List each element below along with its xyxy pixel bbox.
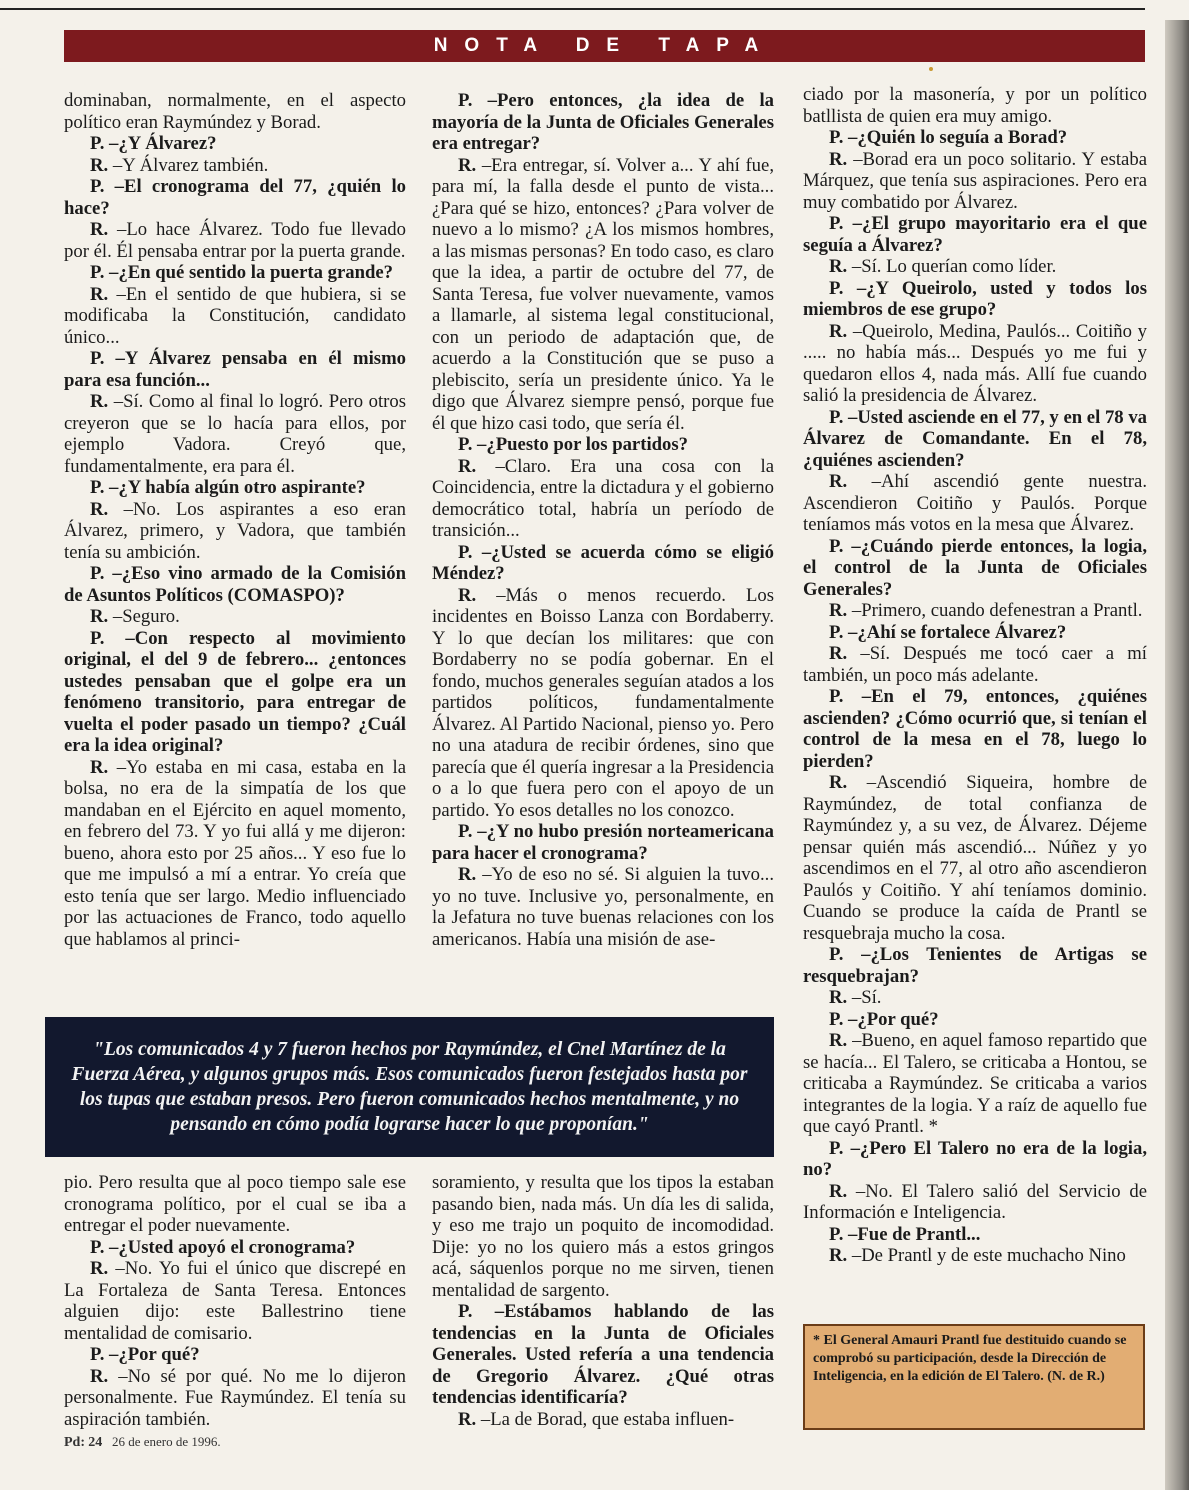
answer-text: –Lo hace Álvarez. Todo fue llevado por él. Él pensaba entrar por la puerta grande. [64, 219, 406, 262]
question-paragraph: P. –Estábamos hablando de las tendencias en la Junta de Oficiales Generales. Usted refería a una tendencia de Gregorio Álvarez. ¿Qué otras tendencias identificaría? [432, 1301, 774, 1408]
ornament-dot [929, 67, 933, 71]
speaker-label: R. [458, 864, 477, 885]
answer-text: –De Prantl y de este muchacho Nino [847, 1245, 1126, 1266]
answer-text: –Queirolo, Medina, Paulós... Coitiño y ..... no había más... Después yo me fui y quedaron ellos 4, nada más. Allí fue cuando salió la presidencia de Álvarez. [803, 320, 1147, 406]
question-paragraph: P. –Con respecto al movimiento original, el del 9 de febrero... ¿entonces ustedes pensaban que el golpe era un fenómeno transitorio, para entregar de vuelta el poder pasado un tiempo? ¿Cuál era la idea original? [64, 627, 406, 756]
answer-paragraph [803, 149, 1147, 214]
question-paragraph: P. –¿Por qué? [829, 1008, 939, 1030]
answer-paragraph [432, 1409, 774, 1431]
question-paragraph: P. –¿Y no hubo presión norteamericana para hacer el cronograma? [432, 821, 774, 864]
continued-paragraph: dominaban, normalmente, en el aspecto político eran Raymúndez y Borad. [64, 90, 406, 133]
answer-text: –Seguro. [108, 606, 180, 627]
speaker-label: R. [90, 498, 109, 520]
answer-paragraph [432, 864, 774, 950]
answer-paragraph [64, 1258, 406, 1344]
article-column-5 [432, 1172, 774, 1430]
question-paragraph: P. –¿Pero El Talero no era de la logia, no? [803, 1137, 1147, 1180]
answer-paragraph [64, 155, 406, 177]
speaker-label: R. [90, 283, 109, 305]
page-number: 24 [88, 1435, 103, 1450]
answer-paragraph [432, 155, 774, 435]
answer-text: –Claro. Era una cosa con la Coincidencia, entre la dictadura y el gobierno democrático total, habría un período de transición... [432, 455, 774, 541]
answer-paragraph [803, 256, 1147, 278]
answer-paragraph [64, 391, 406, 477]
speaker-label: R. [458, 1408, 477, 1430]
answer-paragraph [64, 219, 406, 262]
speaker-label: R. [458, 584, 477, 606]
speaker-label: R. [829, 471, 848, 492]
answer-text: –Más o menos recuerdo. Los incidentes en Boisso Lanza con Bordaberry. Y lo que decían los militares: que con Bordaberry no se podía gobernar. En el fondo, muchos generales seguían atados a los partidos políticos, fundamentalmente Álvarez. Al Partido Nacional, pienso yo. Pero no una atadura de recibir órdenes, sino que parecía que él quería ingresar a la Presidencia o a lo que fuera pero con el apoyo de un partido. Yo esos detalles no los conozco. [432, 584, 775, 821]
speaker-label: R. [829, 256, 848, 277]
answer-text: –Y Álvarez también. [108, 154, 269, 176]
answer-paragraph [803, 1245, 1147, 1267]
speaker-label: R. [90, 154, 109, 176]
question-paragraph: P. –¿Y Álvarez? [90, 133, 217, 154]
question-paragraph: P. –Usted asciende en el 77, y en el 78 va Álvarez de Comandante. En el 78, ¿quiénes ascienden? [803, 406, 1148, 471]
answer-paragraph [803, 1030, 1147, 1138]
answer-text: –Ahí ascendió gente nuestra. Ascendieron Coitiño y Paulós. Porque teníamos más votos en la mesa que Álvarez. [803, 471, 1147, 535]
answer-paragraph [64, 499, 406, 564]
question-paragraph: P. –¿Los Tenientes de Artigas se resquebrajan? [803, 944, 1147, 987]
answer-text: –No. Yo fui el único que discrepé en La Fortaleza de Santa Teresa. Entonces alguien dijo: este Ballestrino tiene mentalidad de comisario. [64, 1258, 406, 1344]
footnote-text: * El General Amauri Prantl fue destituido cuando se comprobó su participación, desde la Dirección de Inteligencia, en la edición de El Talero. (N. de R.) [813, 1333, 1127, 1384]
continued-paragraph: pio. Pero resulta que al poco tiempo sale ese cronograma político, por el cual se iba a entregar el poder nuevamente. [64, 1172, 406, 1236]
speaker-label: R. [829, 987, 848, 1008]
answer-paragraph [803, 471, 1147, 536]
answer-text: –Borad era un poco solitario. Y estaba Márquez, que tenía sus aspiraciones. Pero era muy combatido por Álvarez. [803, 148, 1147, 213]
answer-paragraph [64, 606, 406, 628]
answer-text: –No. Los aspirantes a eso eran Álvarez, primero, y Vadora, que también tenía su ambición. [64, 498, 406, 563]
editor-footnote [803, 1324, 1145, 1430]
article-column-2 [432, 90, 774, 950]
answer-paragraph [64, 757, 406, 951]
speaker-label: R. [829, 600, 848, 621]
speaker-label: R. [829, 1245, 848, 1266]
answer-text: –No. El Talero salió del Servicio de Información e Inteligencia. [803, 1180, 1147, 1223]
answer-paragraph [803, 600, 1147, 622]
answer-text: –En el sentido de que hubiera, si se modificaba la Constitución, candidato único... [64, 283, 406, 348]
question-paragraph: P. –¿Y había algún otro aspirante? [90, 477, 366, 498]
issue-date: 26 de enero de 1996. [112, 1434, 221, 1449]
question-paragraph: P. –Fue de Prantl... [829, 1223, 981, 1245]
speaker-label: R. [458, 154, 477, 176]
answer-paragraph [803, 1181, 1147, 1224]
speaker-label: R. [829, 772, 848, 793]
answer-text: –Bueno, en aquel famoso repartido que se hacía... El Talero, se criticaba a Hontou, se criticaba a Raymúndez. Se criticaba a varios integrantes de la logia. Y a raíz de aquello fue que cayó Prantl. * [803, 1030, 1147, 1137]
answer-text: –Yo de eso no sé. Si alguien la tuvo... yo no tuve. Inclusive yo, personalmente, en la Jefatura no tuve buenas relaciones con los americanos. Había una misión de ase- [432, 864, 774, 950]
answer-text: –No sé por qué. No me lo dijeron personalmente. Fue Raymúndez. El tenía su aspiración también. [64, 1365, 406, 1430]
pull-quote-text: "Los comunicados 4 y 7 fueron hechos por Raymúndez, el Cnel Martínez de la Fuerza Aérea, y algunos grupos más. Esos comunicados fueron festejados hasta por los tupas que estaban presos. Pero fueron comunicados hechos mentalmente, y no pensando en cómo podía lograrse hacer lo que proponían." [71, 1039, 748, 1135]
pull-quote [45, 1017, 774, 1157]
article-column-1 [64, 90, 406, 950]
article-column-4 [64, 1172, 406, 1430]
section-banner: NOTA DE TAPA [64, 30, 1145, 62]
question-paragraph: P. –¿Y Queirolo, usted y todos los miembros de ese grupo? [803, 277, 1147, 320]
answer-paragraph [803, 321, 1147, 407]
answer-paragraph [803, 643, 1147, 686]
question-paragraph: P. –¿En qué sentido la puerta grande? [90, 262, 394, 283]
speaker-label: R. [829, 643, 848, 664]
question-paragraph: P. –¿Ahí se fortalece Álvarez? [829, 621, 1067, 643]
answer-paragraph [64, 1366, 406, 1431]
speaker-label: R. [90, 219, 109, 240]
question-paragraph: P. –¿Usted se acuerda cómo se eligió Méndez? [432, 541, 774, 584]
page-binding-shadow [1165, 20, 1189, 1490]
question-paragraph: P. –¿Usted apoyó el cronograma? [90, 1236, 356, 1258]
speaker-label: R. [90, 1365, 109, 1387]
answer-text: –Sí. [847, 987, 882, 1008]
speaker-label: R. [90, 606, 109, 627]
answer-paragraph [64, 284, 406, 349]
continued-paragraph: soramiento, y resulta que los tipos la estaban pasando bien, nada más. Un día les di salida, y eso me trajo un poquito de incomodidad. Dije: yo no los quiero más a estos gringos acá, sáquenlos porque no me sirven, tienen mentalidad de sargento. [432, 1172, 774, 1301]
question-paragraph: P. –¿Quién lo seguía a Borad? [829, 127, 1068, 148]
answer-text: –Sí. Como al final lo logró. Pero otros creyeron que se lo hacía para ellos, por ejemplo Vadora. Creyó que, fundamentalmente, era para él. [64, 391, 406, 477]
speaker-label: R. [90, 1258, 109, 1279]
answer-paragraph [803, 987, 1147, 1009]
answer-text: –Yo estaba en mi casa, estaba en la bolsa, no era de la simpatía de los que mandaban en el Ejército en aquel momento, en febrero del 73. Y yo fui allá y me dijeron: bueno, ahora esto por 25 años... Y eso fue lo que me impulsó a mí a entrar. Yo creía que esto tenía que ser largo. Medio influenciado por las actuaciones de Franco, todo aquello que hablamos al princi- [64, 756, 406, 950]
answer-text: –Sí. Después me tocó caer a mí también, un poco más adelante. [803, 643, 1147, 686]
speaker-label: R. [829, 1030, 848, 1051]
top-rule [0, 8, 1145, 10]
question-paragraph: P. –En el 79, entonces, ¿quiénes ascienden? ¿Cómo ocurrió que, si tenían el control de la mesa en el 78, luego lo pierden? [803, 686, 1147, 772]
question-paragraph: P. –El cronograma del 77, ¿quién lo hace? [64, 176, 406, 219]
article-column-3 [803, 84, 1147, 1267]
answer-text: –Primero, cuando defenestran a Prantl. [847, 600, 1143, 621]
question-paragraph: P. –Y Álvarez pensaba en él mismo para esa función... [64, 348, 406, 391]
answer-paragraph [432, 456, 774, 542]
answer-paragraph [432, 585, 774, 822]
answer-text: –La de Borad, que estaba influen- [476, 1408, 735, 1430]
speaker-label: R. [829, 320, 848, 342]
question-paragraph: P. –¿El grupo mayoritario era el que seguía a Álvarez? [803, 213, 1147, 256]
speaker-label: R. [829, 1180, 848, 1202]
answer-paragraph [803, 772, 1147, 944]
answer-text: –Era entregar, sí. Volver a... Y ahí fue, para mí, la falla desde el punto de vista... ¿Para qué se hizo, entonces? ¿Para volver de nuevo a lo mismo? ¿A los mismos hombres, a las mismas personas? En todo caso, es claro que la idea, a partir de octubre del 77, de Santa Teresa, fue volver nuevamente, vamos a llamarle, al sistema legal constitucional, con un periodo de adaptación que, de acuerdo a la Constitución que se puso a plebiscito, sería un presidente único. Ya le digo que Álvarez siempre pensó, porque fue él que hizo casi todo, que sería él. [432, 154, 774, 434]
question-paragraph: P. –¿Por qué? [90, 1344, 200, 1365]
continued-paragraph: ciado por la masonería, y por un político batllista de quien era muy amigo. [803, 84, 1147, 127]
publication-logo: Pd: [64, 1435, 85, 1450]
speaker-label: R. [90, 391, 109, 412]
page-footer [64, 1434, 221, 1451]
answer-text: –Ascendió Siqueira, hombre de Raymúndez, de total confianza de Raymúndez y, a su vez, de Álvarez. Déjeme pensar quién más ascendió... Núñez y yo ascendimos en el 77, al otro año ascendieron Paulós y Coitiño. Y ahí teníamos dominio. Cuando se produce la caída de Prantl se resquebraja mucho la cosa. [803, 772, 1147, 944]
answer-text: –Sí. Lo querían como líder. [847, 256, 1057, 277]
question-paragraph: P. –Pero entonces, ¿la idea de la mayoría de la Junta de Oficiales Generales era entregar? [432, 90, 774, 154]
speaker-label: R. [458, 455, 477, 477]
question-paragraph: P. –¿Cuándo pierde entonces, la logia, el control de la Junta de Oficiales Generales? [803, 535, 1147, 600]
speaker-label: R. [829, 148, 848, 170]
speaker-label: R. [90, 756, 109, 778]
question-paragraph: P. –¿Eso vino armado de la Comisión de Asuntos Políticos (COMASPO)? [64, 563, 406, 606]
question-paragraph: P. –¿Puesto por los partidos? [458, 434, 688, 455]
